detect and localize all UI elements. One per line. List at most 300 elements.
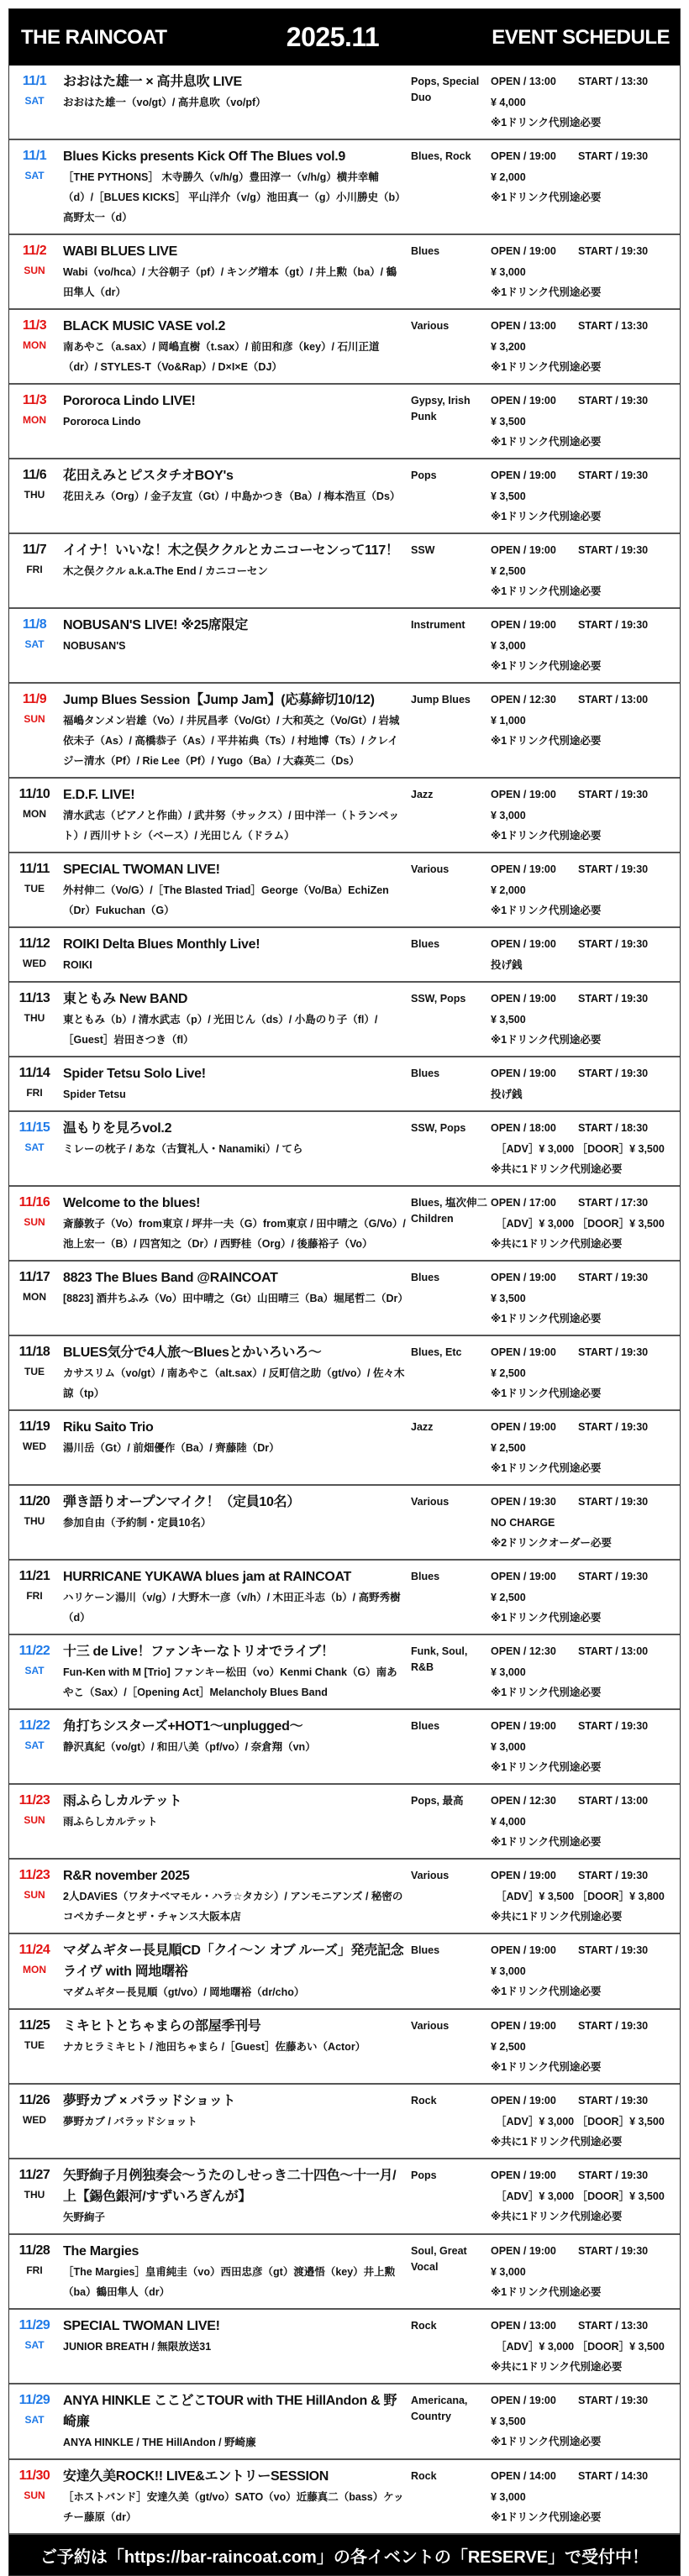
event-drink-note: ※共に1ドリンク代別途必要 <box>491 1238 623 1250</box>
event-main <box>60 1566 411 1628</box>
event-price: ¥ 3,500 <box>491 1014 526 1026</box>
event-genre: Blues <box>411 245 440 257</box>
event-date-day: 11/13 <box>18 991 50 1005</box>
event-drink-note: ※1ドリンク代別途必要 <box>491 117 602 129</box>
event-info <box>491 934 680 975</box>
event-drink-note: ※1ドリンク代別途必要 <box>491 286 602 298</box>
event-genre: Blues <box>411 1571 440 1582</box>
event-drink-note: ※共に1ドリンク代別途必要 <box>491 1163 623 1175</box>
event-info <box>491 690 680 771</box>
event-info <box>491 1342 680 1403</box>
event-row <box>9 1056 680 1110</box>
event-start-time: START / 19:30 <box>578 1944 649 1956</box>
reservation-text: ご予約は「https://bar-raincoat.com」の各イベントの「RESERVE」で受付中！ <box>39 2547 650 2567</box>
event-genre: Jazz <box>411 789 434 800</box>
event-genre: Soul, Great Vocal <box>411 2245 467 2273</box>
event-start-time: START / 19:30 <box>578 150 649 162</box>
event-drink-note: ※2ドリンクオーダー必要 <box>491 1537 612 1549</box>
event-info <box>491 615 680 676</box>
event-date-day: 11/14 <box>18 1066 50 1080</box>
event-main <box>60 1492 411 1553</box>
event-row <box>9 1409 680 1484</box>
event-performers: 外村伸二（Vo/G）/［The Blasted Triad］George（Vo/Ba）EchiZen（Dr）Fukuchan（G） <box>63 884 389 916</box>
event-row <box>9 682 680 777</box>
event-start-time: START / 19:30 <box>578 470 649 481</box>
event-price: ¥ 2,500 <box>491 565 526 577</box>
event-open-time: OPEN / 19:30 <box>491 1496 556 1508</box>
event-row <box>9 2383 680 2458</box>
event-row <box>9 1559 680 1634</box>
event-performers: ナカヒラミキヒト / 池田ちゃまら /［Guest］佐藤あい（Actor） <box>63 2041 366 2053</box>
event-info <box>491 2165 680 2227</box>
event-genre: SSW <box>411 544 435 556</box>
event-price: 投げ銭 <box>491 959 523 971</box>
event-title: Riku Saito Trio <box>63 1420 154 1435</box>
event-open-time: OPEN / 19:00 <box>491 2169 556 2181</box>
event-main <box>60 690 411 771</box>
event-date <box>9 1267 60 1329</box>
event-times <box>491 934 680 955</box>
event-start-time: START / 19:30 <box>578 395 649 407</box>
event-price: ¥ 2,500 <box>491 1592 526 1603</box>
event-date-day: 11/6 <box>22 468 47 482</box>
event-price: ¥ 3,500 <box>491 2416 526 2427</box>
event-day-of-week: WED <box>23 1440 46 1452</box>
event-date-day: 11/20 <box>18 1494 50 1508</box>
event-drink-note: ※1ドリンク代別途必要 <box>491 2061 602 2073</box>
event-price: ¥ 2,500 <box>491 1442 526 1454</box>
event-times <box>491 2091 680 2112</box>
event-performers: 参加自由（予約制・定員10名） <box>63 1517 212 1529</box>
event-row <box>9 233 680 308</box>
event-drink-note: ※1ドリンク代別途必要 <box>491 735 602 747</box>
event-date <box>9 1716 60 1777</box>
event-day-of-week: WED <box>23 2114 46 2126</box>
event-genre: Blues <box>411 1068 440 1079</box>
event-day-of-week: SUN <box>24 265 45 276</box>
event-performers: JUNIOR BREATH / 無限放送31 <box>63 2341 212 2353</box>
event-date-day: 11/23 <box>18 1793 50 1807</box>
event-date <box>9 1118 60 1179</box>
event-times <box>491 1193 680 1214</box>
event-start-time: START / 19:30 <box>578 1870 649 1881</box>
event-performers: 福嶋タンメン岩雄（Vo）/ 井尻昌孝（Vo/Gt）/ 大和英之（Vo/Gt）/ 岩城依未子（As）/ 高橋恭子（As）/ 平井祐典（Ts）/ 村地博（Ts）/ クレイジー清水（Pf）/ Rie Lee（Pf）/ Yugo（Ba）/ 大森英二（Ds） <box>63 715 400 767</box>
event-date-day: 11/21 <box>18 1569 50 1583</box>
event-info <box>491 465 680 527</box>
event-times <box>491 391 680 412</box>
event-start-time: START / 18:30 <box>578 1122 649 1134</box>
event-performers: [8823] 酒井ちふみ（Vo）田中晴之（Gt）山田晴三（Ba）堀尾哲二（Dr） <box>63 1293 408 1304</box>
event-performers: 東ともみ（b）/ 清水武志（p）/ 光田じん（ds）/ 小島のり子（fl）/［Guest］岩田さつき（fl） <box>63 1014 378 1046</box>
event-info <box>491 1865 680 1927</box>
event-genre: Pops, 最高 <box>411 1795 464 1807</box>
event-day-of-week: THU <box>24 2189 45 2201</box>
event-start-time: START / 19:30 <box>578 2395 649 2406</box>
event-price: ¥ 3,000 <box>491 810 526 821</box>
event-main <box>60 540 411 601</box>
event-row <box>9 2308 680 2383</box>
event-price: ¥ 3,000 <box>491 640 526 652</box>
event-date <box>9 1417 60 1478</box>
event-date-day: 11/28 <box>18 2243 50 2258</box>
event-day-of-week: SAT <box>24 2414 45 2426</box>
event-row <box>9 533 680 607</box>
event-drink-note: ※1ドリンク代別途必要 <box>491 1313 602 1325</box>
event-main <box>60 2316 411 2377</box>
event-drink-note: ※共に1ドリンク代別途必要 <box>491 2361 623 2373</box>
event-main <box>60 1267 411 1329</box>
event-times <box>491 241 680 262</box>
event-day-of-week: MON <box>23 1291 46 1303</box>
event-times <box>491 690 680 711</box>
event-open-time: OPEN / 12:30 <box>491 1645 556 1657</box>
event-date <box>9 784 60 846</box>
event-date <box>9 2466 60 2527</box>
event-date <box>9 2016 60 2077</box>
event-date <box>9 241 60 302</box>
event-day-of-week: SUN <box>24 1814 45 1826</box>
event-genre: Jump Blues <box>411 694 471 706</box>
event-performers: 清水武志（ピアノと作曲）/ 武井努（サックス）/ 田中洋一（トランペット）/ 西川サトシ（ベース）/ 光田じん（ドラム） <box>63 810 400 842</box>
event-open-time: OPEN / 19:00 <box>491 1720 556 1732</box>
event-start-time: START / 19:30 <box>578 2095 649 2106</box>
event-row <box>9 458 680 533</box>
event-info <box>491 989 680 1050</box>
event-date-day: 11/10 <box>18 787 50 801</box>
event-performers: 矢野絢子 <box>63 2211 106 2223</box>
event-date-day: 11/19 <box>18 1419 50 1434</box>
event-date <box>9 1566 60 1628</box>
event-main <box>60 615 411 676</box>
event-day-of-week: SAT <box>24 1141 45 1153</box>
event-info <box>491 1940 680 2002</box>
event-date <box>9 2091 60 2152</box>
event-price: ［ADV］¥ 3,000 ［DOOR］¥ 3,500 <box>496 2341 665 2353</box>
event-genre: Blues <box>411 1944 440 1956</box>
event-price: ¥ 3,500 <box>491 491 526 502</box>
event-date <box>9 859 60 921</box>
event-row <box>9 139 680 233</box>
event-price: ¥ 3,000 <box>491 1741 526 1753</box>
event-genre: Jazz <box>411 1421 434 1433</box>
event-row <box>9 66 680 139</box>
event-genre: Funk, Soul, R&B <box>411 1645 468 1673</box>
event-title: 東ともみ New BAND <box>63 992 188 1006</box>
event-day-of-week: WED <box>23 957 46 969</box>
event-row <box>9 2158 680 2233</box>
event-performers: 2人DAViES（ワタナベマモル・ハラ☆タカシ）/ アンモニアンズ / 秘密のコペカチータとザ・チャンス大阪本店 <box>63 1891 403 1923</box>
event-drink-note: ※1ドリンク代別途必要 <box>491 1388 602 1399</box>
event-times <box>491 784 680 805</box>
event-main <box>60 2466 411 2527</box>
event-title: ANYA HINKLE ここどこTOUR with THE HillAndon & 野崎廉 <box>63 2394 397 2429</box>
event-row <box>9 2008 680 2083</box>
event-open-time: OPEN / 19:00 <box>491 2095 556 2106</box>
event-drink-note: ※1ドリンク代別途必要 <box>491 361 602 373</box>
event-info <box>491 1118 680 1179</box>
event-main <box>60 391 411 452</box>
event-row <box>9 308 680 383</box>
event-date-day: 11/1 <box>22 149 47 163</box>
event-main <box>60 316 411 377</box>
event-price: ¥ 1,000 <box>491 715 526 727</box>
event-performers: 静沢真紀（vo/gt）/ 和田八美（pf/vo）/ 奈倉翔（vn） <box>63 1741 316 1753</box>
event-title: 十三 de Live！ファンキーなトリオでライブ！ <box>63 1645 334 1659</box>
event-info <box>491 1716 680 1777</box>
event-title: 夢野カブ × バラッドショット <box>63 2094 236 2108</box>
event-open-time: OPEN / 19:00 <box>491 1571 556 1582</box>
event-open-time: OPEN / 19:00 <box>491 470 556 481</box>
event-open-time: OPEN / 13:00 <box>491 76 556 87</box>
event-price: ¥ 3,000 <box>491 1666 526 1678</box>
event-open-time: OPEN / 19:00 <box>491 1272 556 1283</box>
event-schedule-sheet <box>8 8 681 2576</box>
event-date <box>9 2390 60 2453</box>
event-day-of-week: MON <box>23 808 46 820</box>
event-day-of-week: TUE <box>24 1366 45 1377</box>
event-genre: Americana, Country <box>411 2395 468 2422</box>
schedule-label: EVENT SCHEDULE <box>492 25 670 49</box>
event-times <box>491 146 680 167</box>
event-date <box>9 934 60 975</box>
event-drink-note: ※1ドリンク代別途必要 <box>491 436 602 448</box>
event-performers: ANYA HINKLE / THE HillAndon / 野崎廉 <box>63 2437 256 2448</box>
event-day-of-week: MON <box>23 339 46 351</box>
event-start-time: START / 19:30 <box>578 2169 649 2181</box>
event-price: ［ADV］¥ 3,500 ［DOOR］¥ 3,800 <box>496 1891 665 1902</box>
event-date-day: 11/16 <box>18 1195 50 1209</box>
event-drink-note: ※1ドリンク代別途必要 <box>491 660 602 672</box>
event-drink-note: ※1ドリンク代別途必要 <box>491 1836 602 1848</box>
event-price: ¥ 3,500 <box>491 1293 526 1304</box>
event-genre: Blues, Rock <box>411 150 471 162</box>
event-price: ¥ 3,000 <box>491 266 526 278</box>
event-row <box>9 926 680 981</box>
event-price: ［ADV］¥ 3,000 ［DOOR］¥ 3,500 <box>496 1218 665 1230</box>
event-title: Spider Tetsu Solo Live! <box>63 1067 206 1081</box>
event-times <box>491 1267 680 1288</box>
schedule-header <box>9 9 680 66</box>
event-times <box>491 2316 680 2337</box>
event-title: WABI BLUES LIVE <box>63 244 177 259</box>
event-info <box>491 2091 680 2152</box>
event-price: ¥ 3,000 <box>491 1965 526 1977</box>
event-times <box>491 1492 680 1513</box>
schedule-month: 2025.11 <box>286 22 380 52</box>
event-open-time: OPEN / 19:00 <box>491 395 556 407</box>
event-performers: 雨ふらしカルテット <box>63 1816 158 1828</box>
event-times <box>491 1118 680 1139</box>
event-open-time: OPEN / 19:00 <box>491 2395 556 2406</box>
event-main <box>60 2165 411 2227</box>
event-info <box>491 71 680 133</box>
event-title: 温もりを見ろvol.2 <box>63 1121 172 1136</box>
event-row <box>9 1260 680 1335</box>
event-performers: NOBUSAN'S <box>63 640 126 652</box>
event-date-day: 11/1 <box>22 74 47 88</box>
event-times <box>491 540 680 561</box>
event-date <box>9 146 60 228</box>
event-main <box>60 1865 411 1927</box>
event-title: 安達久美ROCK!! LIVE&エントリーSESSION <box>63 2469 329 2484</box>
event-performers: ［THE PYTHONS］ 木寺勝久（v/h/g）豊田淳一（v/h/g）横井幸輔（d）/［BLUES KICKS］ 平山洋介（v/g）池田真一（g）小川勝史（b）高野太一（d） <box>63 171 406 223</box>
event-list <box>9 66 680 2533</box>
event-day-of-week: THU <box>24 1012 45 1024</box>
event-date-day: 11/25 <box>18 2018 50 2033</box>
event-main <box>60 2016 411 2077</box>
event-date <box>9 1940 60 2002</box>
event-main <box>60 1940 411 2002</box>
event-open-time: OPEN / 19:00 <box>491 863 556 875</box>
event-start-time: START / 19:30 <box>578 245 649 257</box>
event-open-time: OPEN / 14:00 <box>491 2470 556 2482</box>
event-open-time: OPEN / 13:00 <box>491 320 556 332</box>
event-genre: Various <box>411 2020 450 2032</box>
event-day-of-week: MON <box>23 414 46 426</box>
event-title: 角打ちシスターズ+HOT1〜unplugged〜 <box>63 1719 303 1734</box>
event-times <box>491 71 680 92</box>
event-open-time: OPEN / 19:00 <box>491 1068 556 1079</box>
event-date <box>9 2316 60 2377</box>
event-genre: Pops, Special Duo <box>411 76 480 103</box>
event-row <box>9 1858 680 1933</box>
event-day-of-week: SUN <box>24 2489 45 2501</box>
event-row <box>9 1634 680 1708</box>
event-date-day: 11/3 <box>22 393 47 407</box>
event-date-day: 11/22 <box>18 1644 50 1658</box>
event-info <box>491 1193 680 1254</box>
event-open-time: OPEN / 12:30 <box>491 1795 556 1807</box>
event-day-of-week: SAT <box>24 1739 45 1751</box>
event-drink-note: ※1ドリンク代別途必要 <box>491 1687 602 1698</box>
event-start-time: START / 19:30 <box>578 938 649 950</box>
event-info <box>491 1063 680 1104</box>
event-price: ¥ 4,000 <box>491 1816 526 1828</box>
event-genre: Blues <box>411 938 440 950</box>
event-times <box>491 1641 680 1662</box>
event-start-time: START / 19:30 <box>578 1068 649 1079</box>
event-row <box>9 2083 680 2158</box>
event-genre: Pops <box>411 2169 437 2181</box>
event-main <box>60 1641 411 1702</box>
event-start-time: START / 19:30 <box>578 1272 649 1283</box>
event-genre: Blues <box>411 1720 440 1732</box>
event-times <box>491 1940 680 1961</box>
event-title: BLACK MUSIC VASE vol.2 <box>63 319 226 333</box>
event-price: ¥ 3,000 <box>491 2491 526 2503</box>
event-drink-note: ※1ドリンク代別途必要 <box>491 585 602 597</box>
event-main <box>60 989 411 1050</box>
event-start-time: START / 19:30 <box>578 619 649 631</box>
event-row <box>9 1484 680 1559</box>
event-date-day: 11/22 <box>18 1718 50 1733</box>
event-drink-note: ※1ドリンク代別途必要 <box>491 191 602 203</box>
event-times <box>491 316 680 337</box>
event-info <box>491 241 680 302</box>
event-start-time: START / 13:30 <box>578 2320 649 2332</box>
event-date-day: 11/17 <box>18 1270 50 1284</box>
event-drink-note: ※1ドリンク代別途必要 <box>491 1761 602 1773</box>
event-day-of-week: FRI <box>26 2264 43 2276</box>
event-date <box>9 1063 60 1104</box>
event-performers: ミレーの枕子 / あな（古賀礼人・Nanamiki）/ てら <box>63 1143 303 1155</box>
event-date <box>9 615 60 676</box>
event-start-time: START / 19:30 <box>578 544 649 556</box>
event-info <box>491 784 680 846</box>
event-times <box>491 2241 680 2262</box>
event-drink-note: ※1ドリンク代別途必要 <box>491 1034 602 1046</box>
event-info <box>491 2390 680 2453</box>
event-performers: ハリケーン湯川（v/g）/ 大野木一彦（v/h）/ 木田正斗志（b）/ 高野秀樹（d） <box>63 1592 401 1624</box>
event-genre: Rock <box>411 2095 437 2106</box>
event-title: 8823 The Blues Band @RAINCOAT <box>63 1271 278 1285</box>
event-genre: Rock <box>411 2470 437 2482</box>
event-genre: Blues, Etc <box>411 1346 462 1358</box>
event-title: Pororoca Lindo LIVE! <box>63 394 196 408</box>
event-day-of-week: SAT <box>24 170 45 181</box>
event-times <box>491 2016 680 2037</box>
event-date <box>9 690 60 771</box>
event-drink-note: ※1ドリンク代別途必要 <box>491 1612 602 1624</box>
event-performers: 湯川岳（Gt）/ 前畑優作（Ba）/ 齊藤陸（Dr） <box>63 1442 280 1454</box>
event-price: ¥ 2,000 <box>491 171 526 183</box>
event-times <box>491 1342 680 1363</box>
event-times <box>491 2390 680 2411</box>
event-open-time: OPEN / 19:00 <box>491 544 556 556</box>
event-day-of-week: FRI <box>26 1590 43 1602</box>
event-price: ¥ 3,500 <box>491 416 526 428</box>
event-open-time: OPEN / 19:00 <box>491 1421 556 1433</box>
event-performers: Pororoca Lindo <box>63 416 141 428</box>
event-date-day: 11/18 <box>18 1345 50 1359</box>
event-price: 投げ銭 <box>491 1089 523 1100</box>
event-date <box>9 540 60 601</box>
event-drink-note: ※1ドリンク代別途必要 <box>491 2436 602 2447</box>
event-main <box>60 2091 411 2152</box>
event-drink-note: ※1ドリンク代別途必要 <box>491 905 602 916</box>
event-start-time: START / 19:30 <box>578 2020 649 2032</box>
event-drink-note: ※共に1ドリンク代別途必要 <box>491 2211 623 2222</box>
event-info <box>491 391 680 452</box>
event-date-day: 11/11 <box>19 862 50 876</box>
event-date <box>9 1865 60 1927</box>
event-open-time: OPEN / 19:00 <box>491 1346 556 1358</box>
event-start-time: START / 19:30 <box>578 863 649 875</box>
event-price: ¥ 2,000 <box>491 884 526 896</box>
event-day-of-week: SUN <box>24 1889 45 1901</box>
event-row <box>9 1783 680 1858</box>
event-row <box>9 1933 680 2008</box>
event-genre: Rock <box>411 2320 437 2332</box>
event-day-of-week: TUE <box>24 2039 45 2051</box>
event-times <box>491 1566 680 1587</box>
event-title: 雨ふらしカルテット <box>63 1794 182 1808</box>
event-title: 弾き語りオープンマイク！（定員10名） <box>63 1495 301 1509</box>
event-title: SPECIAL TWOMAN LIVE! <box>63 2319 220 2333</box>
event-main <box>60 1193 411 1254</box>
event-date <box>9 391 60 452</box>
event-date-day: 11/26 <box>18 2093 50 2107</box>
event-open-time: OPEN / 19:00 <box>491 993 556 1005</box>
event-title: 矢野絢子月例独奏会〜うたのしせっき二十四色〜十一月/上【錫色銀河/すずいろぎんが】 <box>63 2169 397 2204</box>
event-main <box>60 465 411 527</box>
event-start-time: START / 13:00 <box>578 1645 649 1657</box>
event-genre: SSW, Pops <box>411 1122 466 1134</box>
event-open-time: OPEN / 12:30 <box>491 694 556 706</box>
event-open-time: OPEN / 19:00 <box>491 245 556 257</box>
event-genre: SSW, Pops <box>411 993 466 1005</box>
event-start-time: START / 19:30 <box>578 1720 649 1732</box>
